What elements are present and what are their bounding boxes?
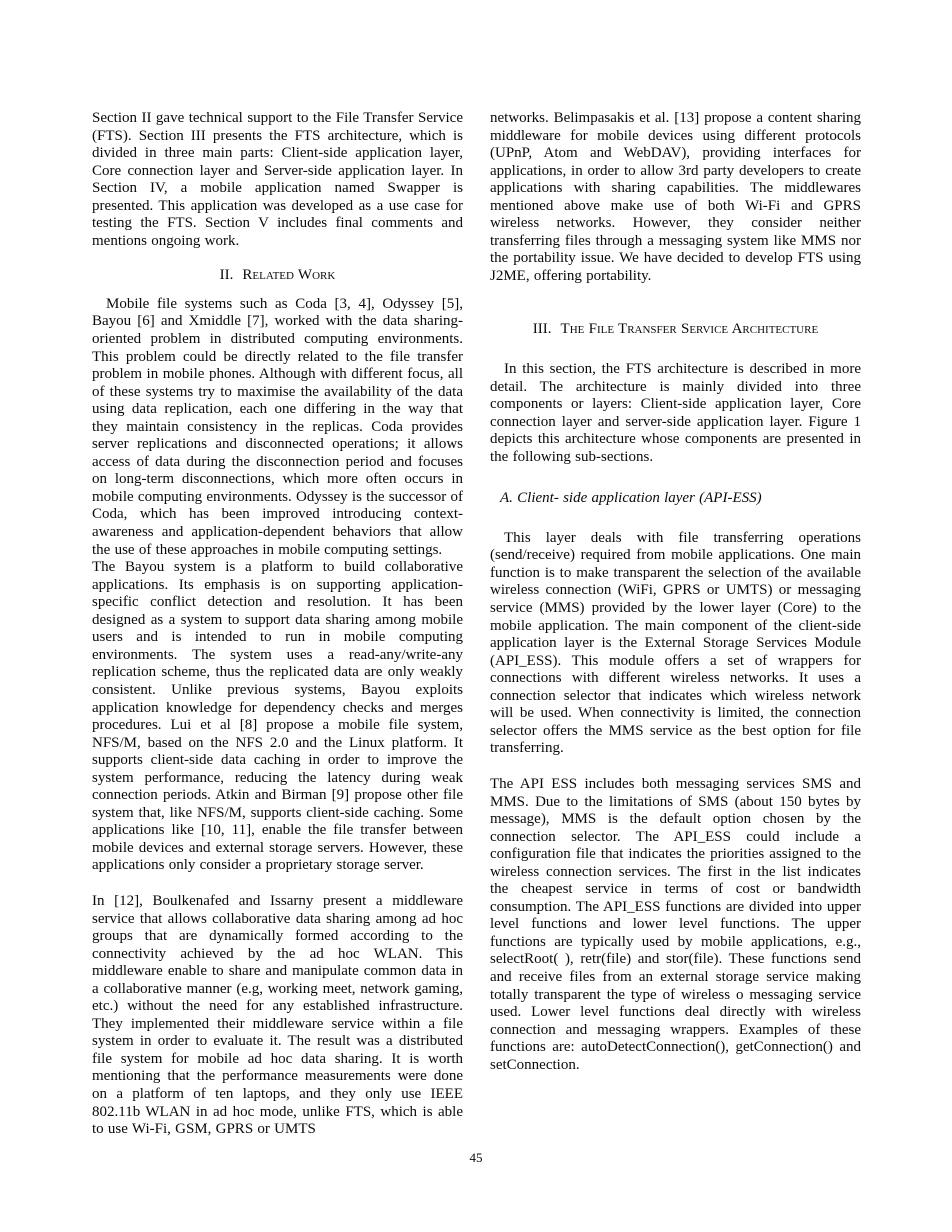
page-number: 45: [469, 1150, 483, 1165]
section-numeral: III.: [532, 321, 552, 338]
paragraph-mobile-file-systems: Mobile file systems such as Coda [3, 4], Odyssey [5], Bayou [6] and Xmiddle [7], worked with the data sharing-oriented problem in distributed computing environments. This problem could be directly related to the file transfer problem in mobile phones. Although with different focus, all of these systems try to maximise the availability of the data using data replication, each one differing in the way that they maintain consistency in the replicas. Coda provides server replications and disconnected operations; it allows access of data during the disconnection period and focuses on long-term disconnections, which more often occurs in mobile computing environments. Odyssey is the successor of Coda, which has been improved introducing context-awareness and application-dependent behaviors that allow the use of these approaches in mobile computing settings.: [92, 295, 463, 558]
paragraph-api-ess: The API ESS includes both messaging services SMS and MMS. Due to the limitations of SMS (about 150 bytes by message), MMS is the default option chosen by the connection selector. The API_ESS could include a configuration file that indicates the priorities assigned to the wireless connection services. The first in the list indicates the cheapest service in terms of cost or bandwidth consumption. The API_ESS functions are divided into upper level functions and lower level functions. The upper functions are typically used by mobile applications, e.g., selectRoot( ), retr(file) and stor(file). These functions send and receive files from an external storage service making totally transparent the type of wireless o messaging service used. Lower level functions deal directly with wireless connection and messaging wrappers. Examples of these functions are: autoDetectConnection(), getConnection() and setConnection.: [490, 775, 861, 1073]
paragraph-in-this-section: In this section, the FTS architecture is described in more detail. The architecture is mainly divided into three components or layers: Client-side application layer, Core connection layer and server-side application layer. Figure 1 depicts this architecture whose components are presented in the following sub-sections.: [490, 361, 861, 465]
section-title: Related Work: [242, 267, 336, 284]
paragraph-boulkenafed: In [12], Boulkenafed and Issarny present a middleware service that allows collaborative data sharing among ad hoc groups that are dynamically formed according to the connectivity achieved by the ad hoc WLAN. This middleware enable to share and manipulate common data in a collaborative manner (e.g, working meet, network gaming, etc.) without the need for any established infrastructure. They implemented their middleware service within a file system in order to evaluate it. The result was a distributed file system for mobile ad hoc data sharing. It is worth mentioning that the performance measurements were done on a platform of ten laptops, and they only use IEEE 802.11b WLAN in ad hoc mode, unlike FTS, which is able to use Wi-Fi, GSM, GPRS or UMTS: [92, 892, 463, 1138]
two-column-layout: [92, 110, 862, 1139]
paragraph-networks: networks. Belimpasakis et al. [13] propose a content sharing middleware for mobile devices using different protocols (UPnP, Atom and WebDAV), providing interfaces for applications, in order to allow 3rd party developers to create applications with sharing capabilities. The middlewares mentioned above make use of both Wi-Fi and GPRS wireless networks. However, they consider neither transferring files through a messaging system like MMS nor the portability issue. We have decided to develop FTS using J2ME, offering portability.: [490, 110, 861, 284]
paragraph-bayou: The Bayou system is a platform to build collaborative applications. Its emphasis is on supporting application-specific conflict detection and resolution. It has been designed as a system to support data sharing among mobile users and is intended to run in mobile computing environments. The system uses a read-any/write-any replication scheme, thus the replicated data are only weakly consistent. Unlike previous systems, Bayou exploits application knowledge for dependency checks and merges procedures. Lui et al [8] propose a mobile file system, NFS/M, based on the NFS 2.0 and the Linux platform. It supports client-side data caching in order to improve the system performance, reducing the latency during weak connection periods. Atkin and Birman [9] propose other file system that, like NFS/M, supports client-side caching. Some applications like [10, 11], enable the file transfer between mobile devices and external storage servers. However, these applications only consider a proprietary storage server.: [92, 559, 463, 874]
section-heading-fts-architecture: [490, 321, 861, 339]
paragraph-intro: Section II gave technical support to the File Transfer Service (FTS). Section III presents the FTS architecture, which is divided in three main parts: Client-side application layer, Core connection layer and Server-side application layer. In Section IV, a mobile application named Swapper is presented. This application was developed as a use case for testing the FTS. Section V includes final comments and mentions ongoing work.: [92, 110, 463, 249]
section-heading-related-work: [92, 267, 463, 285]
paragraph-this-layer: This layer deals with file transferring operations (send/receive) required from mobile applications. One main function is to make transparent the selection of the available wireless connection (WiFi, GPRS or UMTS) or messaging service (MMS) provided by the lower layer (Core) to the mobile application. The main component of the client-side application layer is the External Storage Services Module (API_ESS). This module offers a set of wrappers for connections with different wireless networks. It uses a connection selector that indicates which wireless network will be used. When connectivity is limited, the connection selector offers the MMS service as the best option for file transferring.: [490, 529, 861, 757]
section-title: The File Transfer Service Architecture: [560, 321, 819, 338]
right-column: [490, 110, 861, 1139]
left-column: [92, 110, 463, 1139]
section-numeral: II.: [219, 267, 234, 284]
subsection-heading-client-side: A. Client- side application layer (API-ESS): [500, 490, 762, 507]
